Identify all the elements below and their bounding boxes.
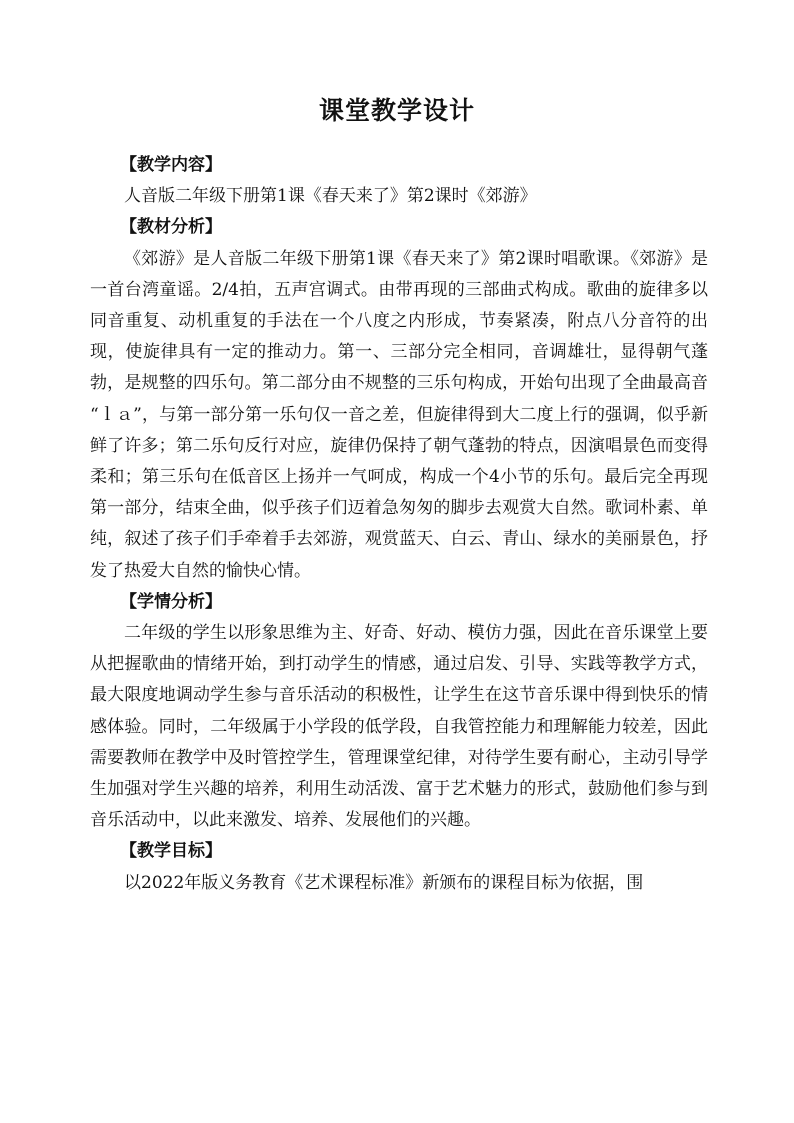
document-title: 课堂教学设计 <box>318 95 475 125</box>
document-body <box>90 150 708 899</box>
teaching-objectives-text: 以2022年版义务教育《艺术课程标准》新颁布的课程目标为依据，围 <box>124 872 644 893</box>
section-heading-material-analysis: 【教材分析】 <box>120 217 222 238</box>
material-analysis-text: 《郊游》是人音版二年级下册第1课《春天来了》第2课时唱歌课。《郊游》是一首台湾童谣。2/4拍，五声宫调式。由带再现的三部曲式构成。歌曲的旋律多以同音重复、动机重复的手法在一个八度之内形成，节奏紧凑，附点八分音符的出现，使旋律具有一定的推动力。第一、三部分完全相同，音调雄壮，显得朝气蓬勃，是规整的四乐句。第二部分由不规整的三乐句构成，开始句出现了全曲最高音 “ｌａ”，与第一部分第一乐句仅一音之差，但旋律得到大二度上行的强调，似乎新鲜了许多；第二乐句反行对应，旋律仍保持了朝气蓬勃的特点，因演唱景色而变得柔和；第三乐句在低音区上扬并一气呵成，构成一个4小节的乐句。最后完全再现第一部分，结束全曲，似乎孩子们迈着急匆匆的脚步去观赏大自然。歌词朴素、单纯，叙述了孩子们手牵着手去郊游，观赏蓝天、白云、青山、绿水的美丽景色，抒发了热爱大自然的愉快心情。 <box>90 248 708 581</box>
section-heading-teaching-content: 【教学内容】 <box>120 155 222 175</box>
section-heading-student-analysis: 【学情分析】 <box>120 591 222 612</box>
student-analysis-text: 二年级的学生以形象思维为主、好奇、好动、模仿力强，因此在音乐课堂上要从把握歌曲的情绪开始，到打动学生的情感，通过启发、引导、实践等教学方式，最大限度地调动学生参与音乐活动的积极性，让学生在这节音乐课中得到快乐的情感体验。同时，二年级属于小学段的低学段，自我管控能力和理解能力较差，因此需要教师在教学中及时管控学生，管理课堂纪律，对待学生要有耐心，主动引导学生加强对学生兴趣的培养，利用生动活泼、富于艺术魅力的形式，鼓励他们参与到音乐活动中，以此来激发、培养、发展他们的兴趣。 <box>90 623 708 831</box>
teaching-content-text: 人音版二年级下册第1课《春天来了》第2课时《郊游》 <box>124 186 537 207</box>
section-heading-teaching-objectives: 【教学目标】 <box>120 841 222 862</box>
